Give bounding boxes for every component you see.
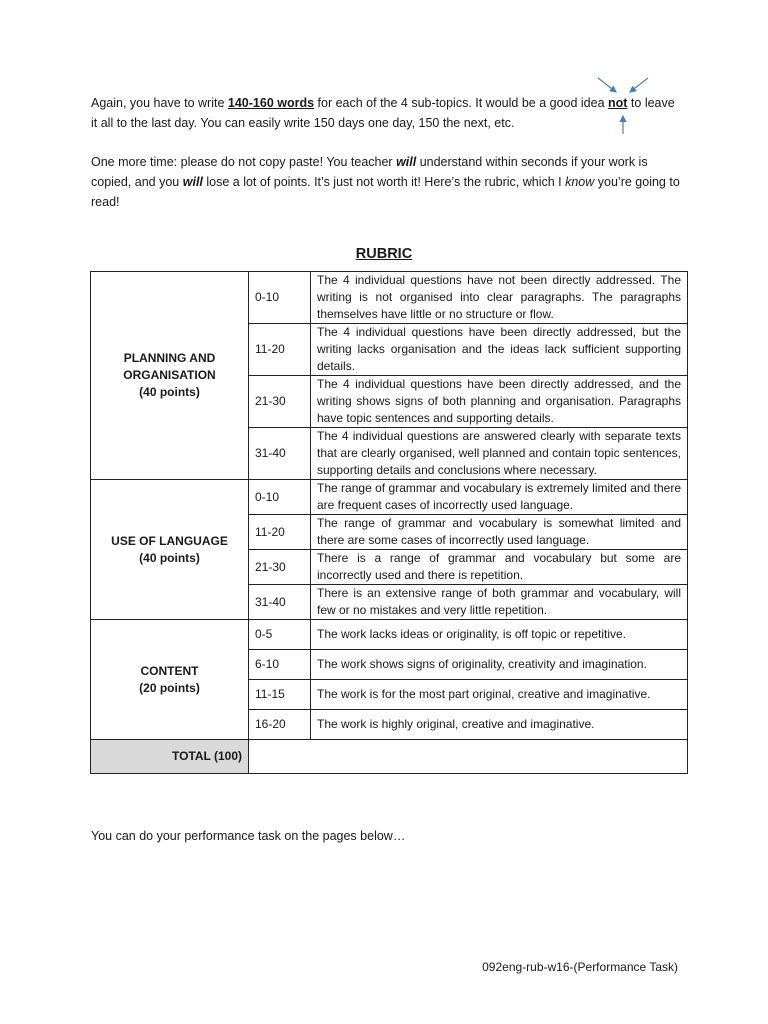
range-cell: 6-10	[249, 650, 311, 680]
rubric-table	[90, 271, 688, 774]
intro-text: you’re going to read!	[91, 175, 680, 209]
description-cell: The 4 individual questions have not been directly addressed. The writing is not organised into clear paragraphs. The paragraphs themselves have little or no structure or flow.	[311, 272, 688, 324]
category-points: (40 points)	[139, 385, 200, 399]
intro-text: One more time: please do not copy paste! You teacher	[91, 155, 397, 169]
range-cell: 16-20	[249, 710, 311, 740]
total-value	[249, 740, 688, 774]
description-cell: The range of grammar and vocabulary is extremely limited and there are frequent cases of incorrectly used language.	[311, 480, 688, 515]
range-cell: 0-10	[249, 272, 311, 324]
range-cell: 0-10	[249, 480, 311, 515]
description-cell: The range of grammar and vocabulary is somewhat limited and there are some cases of incorrectly used language.	[311, 515, 688, 550]
description-cell: The work shows signs of originality, creativity and imagination.	[311, 650, 688, 680]
category-name: CONTENT	[140, 663, 199, 678]
will-emphasis: will	[396, 155, 417, 169]
range-cell: 11-20	[249, 515, 311, 550]
footer-code: 092eng-rub-w16-(Performance Task)	[482, 960, 678, 974]
word-count-emphasis: 140-160 words	[227, 96, 315, 110]
range-cell: 31-40	[249, 428, 311, 480]
range-cell: 21-30	[249, 376, 311, 428]
description-cell: The work lacks ideas or originality, is off topic or repetitive.	[311, 620, 688, 650]
description-cell: The 4 individual questions have been directly addressed, and the writing shows signs of both planning and organisation. Paragraphs have topic sentences and supporting details.	[311, 376, 688, 428]
category-cell	[91, 620, 249, 740]
intro-text: lose a lot of points. It’s just not worth it! Here’s the rubric, which I	[202, 175, 566, 189]
table-row	[91, 620, 688, 650]
table-row	[91, 480, 688, 515]
description-cell: The 4 individual questions are answered clearly with separate texts that are clearly organised, well planned and contain topic sentences, supporting details and conclusions where necessary.	[311, 428, 688, 480]
intro-text: for each of the 4 sub-topics. It would be a good idea	[314, 96, 609, 110]
range-cell: 0-5	[249, 620, 311, 650]
range-cell: 31-40	[249, 585, 311, 620]
description-cell: The work is highly original, creative and imaginative.	[311, 710, 688, 740]
will-emphasis: will	[182, 175, 203, 189]
total-label: TOTAL (100)	[91, 740, 249, 774]
closing-text: You can do your performance task on the pages below…	[91, 829, 406, 843]
category-cell	[91, 272, 249, 480]
category-points: (20 points)	[139, 680, 200, 695]
description-cell: The work is for the most part original, creative and imaginative.	[311, 680, 688, 710]
not-emphasis: not	[608, 96, 628, 110]
description-cell: There is an extensive range of both grammar and vocabulary, will few or no mistakes and very little repetition.	[311, 585, 688, 620]
intro-paragraph-2	[91, 152, 681, 212]
intro-text: Again, you have to write	[91, 96, 228, 110]
know-emphasis: know	[565, 175, 595, 189]
category-name: PLANNING AND ORGANISATION	[123, 351, 216, 382]
description-cell: There is a range of grammar and vocabulary but some are incorrectly used and there is repetition.	[311, 550, 688, 585]
table-row	[91, 272, 688, 324]
range-cell: 21-30	[249, 550, 311, 585]
range-cell: 11-20	[249, 324, 311, 376]
description-cell: The 4 individual questions have been directly addressed, but the writing lacks organisation and the ideas lack sufficient supporting details.	[311, 324, 688, 376]
range-cell: 11-15	[249, 680, 311, 710]
category-cell	[91, 480, 249, 620]
intro-text: to leave it all to the last day. You can easily write 150 days one day, 150 the next, etc.	[91, 96, 675, 130]
total-row	[91, 740, 688, 774]
intro-text: understand within seconds if your work is copied, and you	[91, 155, 648, 189]
category-points: (40 points)	[139, 550, 200, 565]
arrows-icon	[590, 74, 660, 136]
rubric-title: RUBRIC	[355, 246, 413, 262]
category-name: USE OF LANGUAGE	[111, 533, 228, 548]
